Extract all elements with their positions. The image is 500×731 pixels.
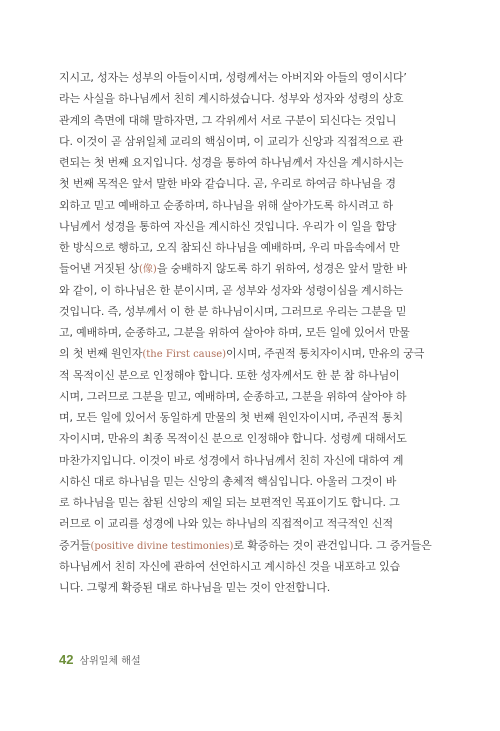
line-text: 로 하나님을 믿는 참된 신앙의 제일 되는 보편적인 목표이기도 합니다. 그: [59, 496, 400, 509]
body-text: [59, 67, 444, 598]
english-annotation: (the First cause): [142, 349, 227, 361]
line-text: 관계의 측면에 대해 말하자면, 그 각위께서 서로 구분이 되신다는 것입니: [59, 113, 397, 127]
hanja-annotation: (像): [139, 264, 157, 276]
line-text: 나님께서 성경을 통하여 자신을 계시하신 것입니다. 우리가 이 일을 합당: [59, 219, 397, 233]
line-text: 련되는 첫 번째 요지입니다. 성경을 통하여 하나님께서 자신을 계시하시는: [59, 156, 404, 169]
body-line-23: [59, 535, 444, 556]
line-text: 한 방식으로 행하고, 오직 참되신 하나님을 예배하며, 우리 마음속에서 만: [59, 241, 400, 254]
body-line-14: [59, 343, 444, 364]
line-text: 시하신 대로 하나님을 믿는 신앙의 총체적 핵심입니다. 아울러 그것이 바: [59, 474, 397, 488]
line-text: 다. 이것이 곧 삼위일체 교리의 핵심이며, 이 교리가 신앙과 직접적으로 관: [59, 134, 403, 148]
body-line-5: [59, 152, 444, 173]
body-line-13: [59, 322, 444, 343]
body-line-25: [59, 577, 444, 598]
line-text: 와 같이, 이 하나님은 한 분이시며, 곧 성부와 성자와 성령이심을 계시하는: [59, 283, 403, 297]
body-line-11: [59, 280, 444, 301]
line-text: 러므로 이 교리를 성경에 나와 있는 하나님의 직접적이고 적극적인 신적: [59, 517, 393, 531]
body-line-8: [59, 216, 444, 237]
line-text: 고, 예배하며, 순종하고, 그분을 위하여 살아야 하며, 모든 일에 있어서 만물: [59, 326, 410, 339]
body-line-18: [59, 428, 444, 449]
body-line-22: [59, 513, 444, 534]
body-line-10: [59, 258, 444, 279]
line-text: 증거들: [59, 538, 91, 552]
body-line-24: [59, 556, 444, 577]
line-text-after: 이시며, 주권적 통치자이시며, 만유의 궁극: [226, 347, 425, 361]
body-line-21: [59, 492, 444, 513]
body-line-1: [59, 67, 444, 88]
page-number: 42: [59, 652, 74, 667]
line-text: 니다. 그렇게 확증된 대로 하나님을 믿는 것이 안전합니다.: [59, 581, 331, 594]
page-footer: [59, 652, 141, 672]
line-text: 의 첫 번째 원인자: [59, 347, 143, 361]
body-line-20: [59, 471, 444, 492]
line-text: 적 목적이신 분으로 인정해야 합니다. 또한 성자께서도 한 분 참 하나님이: [59, 368, 400, 382]
body-line-2: [59, 88, 444, 109]
line-text: 자이시며, 만유의 최종 목적이신 분으로 인정해야 합니다. 성령께 대해서도: [59, 432, 407, 446]
line-text: 들어낸 거짓된 상: [59, 262, 140, 276]
line-text-after: 로 확증하는 것이 관건입니다. 그 증거들은: [233, 538, 432, 552]
body-line-4: [59, 131, 444, 152]
line-text: 외하고 믿고 예배하고 순종하며, 하나님을 위해 살아가도록 하시려고 하: [59, 198, 393, 212]
line-text: 지시고, 성자는 성부의 아들이시며, 성령께서는 아버지와 아들의 영이시다’: [59, 71, 407, 84]
body-line-12: [59, 301, 444, 322]
body-line-7: [59, 195, 444, 216]
line-text-after: 을 숭배하지 않도록 하기 위하여, 성경은 앞서 말한 바: [156, 262, 407, 276]
body-line-19: [59, 450, 444, 471]
line-text: 시며, 그러므로 그분을 믿고, 예배하며, 순종하고, 그분을 위하여 살아야 하: [59, 389, 407, 403]
line-text: 마찬가지입니다. 이것이 바로 성경에서 하나님께서 친히 자신에 대하여 계: [59, 453, 404, 467]
line-text: 것입니다. 즉, 성부께서 이 한 분 하나님이시며, 그러므로 우리는 그분을 믿: [59, 304, 407, 318]
line-text: 라는 사실을 하나님께서 친히 계시하셨습니다. 성부와 성자와 성령의 상호: [59, 92, 404, 106]
body-line-3: [59, 110, 444, 131]
line-text: 하나님께서 친히 자신에 관하여 선언하시고 계시하신 것을 내포하고 있습: [59, 559, 401, 573]
body-line-9: [59, 237, 444, 258]
body-line-16: [59, 386, 444, 407]
english-annotation: (positive divine testimonies): [90, 540, 234, 552]
body-line-15: [59, 365, 444, 386]
line-text: 며, 모든 일에 있어서 동일하게 만물의 첫 번째 원인자이시며, 주권적 통치: [59, 411, 403, 424]
body-line-6: [59, 173, 444, 194]
body-line-17: [59, 407, 444, 428]
line-text: 첫 번째 목적은 앞서 말한 바와 같습니다. 곧, 우리로 하여금 하나님을 경: [59, 177, 396, 191]
running-title: 삼위일체 해설: [79, 656, 141, 667]
